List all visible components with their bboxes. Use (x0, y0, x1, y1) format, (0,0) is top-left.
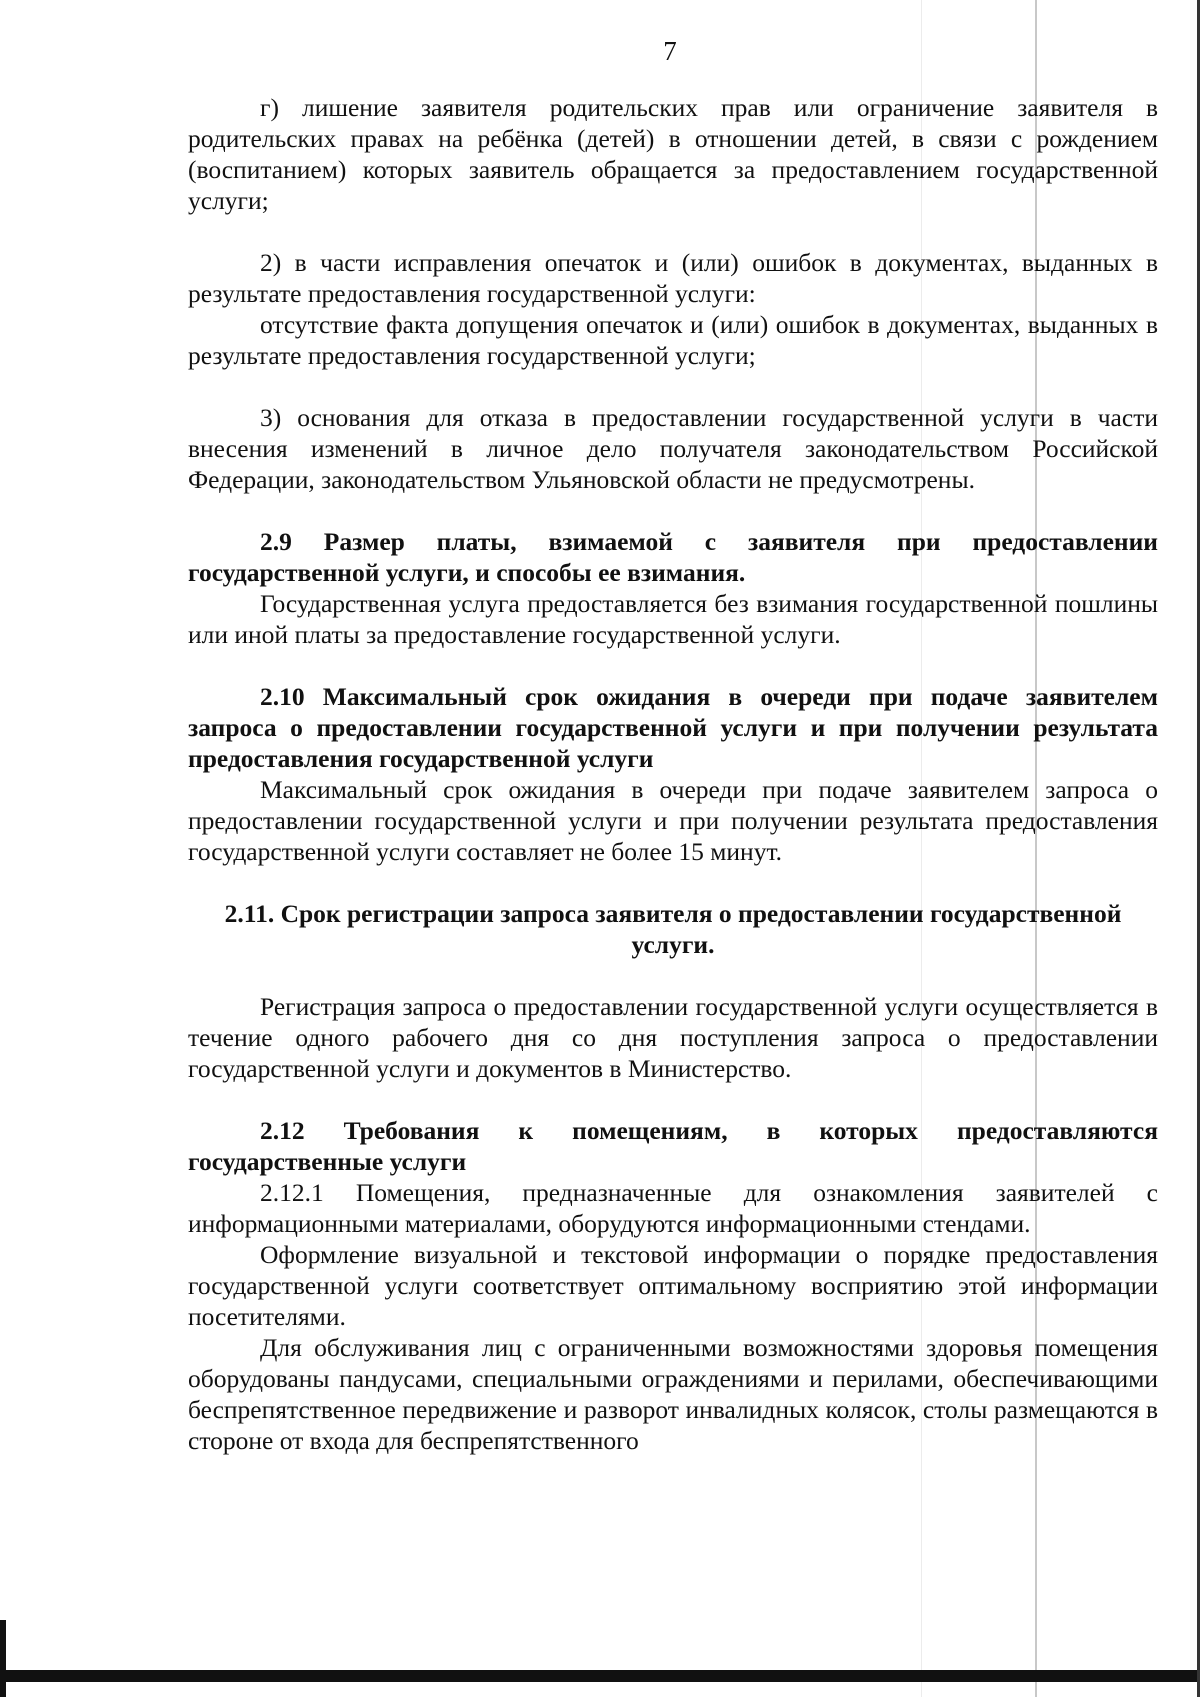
body-paragraph: Максимальный срок ожидания в очереди при подаче заявителем запроса о предоставлении государственной услуги и при получении результата предоставления государственной услуги составляет не более 15 минут. (188, 775, 1158, 866)
body-paragraph: 2.12.1 Помещения, предназначенные для ознакомления заявителей с информационными материалами, оборудуются информационными стендами. (188, 1178, 1158, 1238)
paragraph-gap (188, 495, 1158, 526)
scan-bottom-border (0, 1670, 1200, 1682)
body-paragraph: 3) основания для отказа в предоставлении государственной услуги в части внесения изменений в личное дело получателя законодательством Российской Федерации, законодательством Ульяновской области не предусмотрены. (188, 403, 1158, 494)
paragraph-gap (188, 650, 1158, 681)
body-paragraph: Оформление визуальной и текстовой информации о порядке предоставления государственной услуги соответствует оптимальному восприятию этой информации посетителями. (188, 1240, 1158, 1331)
section-heading: 2.10 Максимальный срок ожидания в очереди при подаче заявителем запроса о предоставлении государственной услуги и при получении результата предоставления государственной услуги (188, 682, 1158, 773)
paragraph-gap (188, 371, 1158, 402)
page-number: 7 (663, 36, 677, 66)
body-paragraph: 2) в части исправления опечаток и (или) ошибок в документах, выданных в результате предоставления государственной услуги: (188, 248, 1158, 308)
paragraph-gap (188, 1084, 1158, 1115)
scan-left-border (0, 1620, 6, 1697)
body-paragraph: Для обслуживания лиц с ограниченными возможностями здоровья помещения оборудованы пандусами, специальными ограждениями и перилами, обеспечивающими беспрепятственное передвижение и разворот инвалидных колясок, столы размещаются в стороне от входа для беспрепятственного (188, 1333, 1158, 1455)
body-paragraph: г) лишение заявителя родительских прав или ограничение заявителя в родительских правах на ребёнка (детей) в отношении детей, в связи с рождением (воспитанием) которых заявитель обращается за предоставлением государственной услуги; (188, 93, 1158, 215)
paragraph-gap (188, 960, 1158, 991)
body-paragraph: отсутствие факта допущения опечаток и (или) ошибок в документах, выданных в результате предоставления государственной услуги; (188, 310, 1158, 370)
section-heading: 2.9 Размер платы, взимаемой с заявителя при предоставлении государственной услуги, и способы ее взимания. (188, 527, 1158, 587)
document-body (188, 92, 1158, 1456)
paragraph-gap (188, 216, 1158, 247)
paragraph-gap (188, 867, 1158, 898)
body-paragraph: Регистрация запроса о предоставлении государственной услуги осуществляется в течение одного рабочего дня со дня поступления запроса о предоставлении государственной услуги и документов в Министерство. (188, 992, 1158, 1083)
section-heading: 2.12 Требования к помещениям, в которых предоставляются государственные услуги (188, 1116, 1158, 1176)
section-heading: 2.11. Срок регистрации запроса заявителя о предоставлении государственной услуги. (224, 899, 1122, 959)
body-paragraph: Государственная услуга предоставляется без взимания государственной пошлины или иной платы за предоставление государственной услуги. (188, 589, 1158, 649)
